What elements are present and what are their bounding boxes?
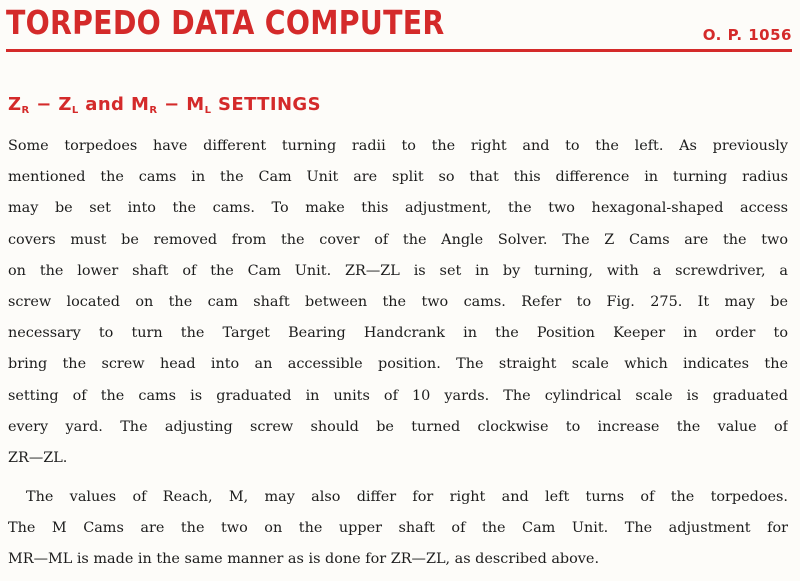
text-line: The M Cams are the two on the upper shaft of the Cam Unit. The adjustment for [8,520,788,537]
heading-z: Z [8,94,22,115]
text-line: may be set into the cams. To make this adjustment, the two hexagonal-shaped access [8,200,788,217]
document-title: TORPEDO DATA COMPUTER [6,3,445,42]
paragraph-gap [8,474,788,482]
heading-settings: SETTINGS [211,94,321,115]
text-line: The values of Reach, M, may also differ for right and left turns of the torpedoes. [26,489,788,506]
text-line: MR—ML is made in the same manner as is done for ZR—ZL, as described above. [8,551,600,568]
text-line: covers must be removed from the cover of the Angle Solver. The Z Cams are the two [8,231,788,248]
text-line: mentioned the cams in the Cam Unit are split so that this difference in turning radius [8,169,788,186]
header-rule [6,49,792,52]
document-number: O. P. 1056 [702,26,792,44]
text-line: necessary to turn the Target Bearing Handcrank in the Position Keeper in order to [8,325,788,342]
page-header [6,3,794,51]
heading-sub-l: L [71,105,79,116]
paragraph-1 [8,131,788,474]
heading-sub-r: R [21,105,30,116]
heading-m-2: M [186,94,205,115]
paragraph-2 [8,482,788,576]
text-line: setting of the cams is graduated in units of 10 yards. The cylindrical scale is graduated [8,387,788,404]
heading-sub-r-2: R [149,105,158,116]
section-heading [8,94,321,116]
heading-sub-l-2: L [204,105,212,116]
heading-m: M [131,94,150,115]
body-text [8,131,788,576]
text-line: bring the screw head into an accessible position. The straight scale which indicates the [8,356,788,373]
heading-dash-2: − [157,94,187,115]
text-line: on the lower shaft of the Cam Unit. ZR—ZL is set in by turning, with a screwdriver, a [8,262,788,279]
text-line: Some torpedoes have different turning radii to the right and to the left. As previously [8,138,788,154]
heading-and: and [78,94,132,115]
heading-z-2: Z [58,94,72,115]
text-line: screw located on the cam shaft between the two cams. Refer to Fig. 275. It may be [8,293,788,310]
text-line: ZR—ZL. [8,449,68,466]
text-line: every yard. The adjusting screw should be turned clockwise to increase the value of [8,418,788,435]
heading-dash-1: − [29,94,59,115]
